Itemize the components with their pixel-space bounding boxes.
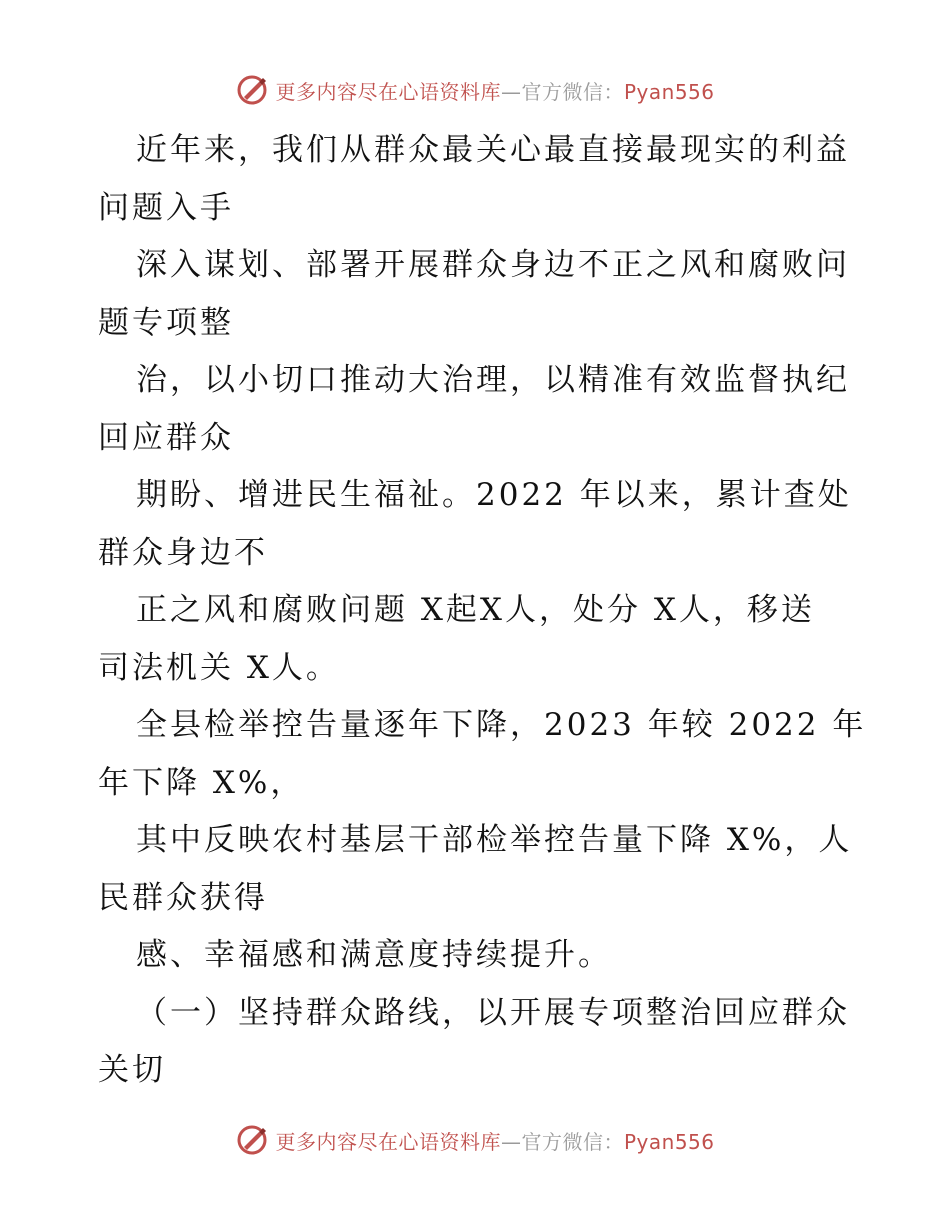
paragraph-line: 回应群众 bbox=[98, 419, 234, 456]
pen-logo-icon bbox=[235, 73, 269, 107]
paragraph-line: 其中反映农村基层干部检举控告量下降 X%，人 bbox=[136, 822, 853, 858]
header-banner-wechat-id: Pyan556 bbox=[623, 79, 715, 104]
paragraph-line: 关切 bbox=[98, 1052, 166, 1088]
paragraph-line: 治，以小切口推动大治理，以精准有效监督执纪 bbox=[136, 362, 850, 398]
paragraph-line: 民群众获得 bbox=[98, 879, 268, 916]
paragraph-line: 题专项整 bbox=[98, 304, 234, 341]
header-banner-wechat-label: 官方微信： bbox=[521, 79, 624, 104]
footer-banner bbox=[0, 1120, 950, 1160]
paragraph-line: 期盼、增进民生福祉。2022 年以来，累计查处 bbox=[136, 477, 852, 513]
paragraph-line: 全县检举控告量逐年下降，2023 年较 2022 年 bbox=[136, 707, 867, 743]
footer-banner-dash: — bbox=[500, 1129, 522, 1154]
paragraph-line: 年下降 X%， bbox=[98, 764, 305, 801]
paragraph-line: 感、幸福感和满意度持续提升。 bbox=[136, 937, 612, 973]
document-body bbox=[98, 122, 867, 1100]
footer-banner-wechat-label: 官方微信： bbox=[521, 1129, 624, 1154]
paragraph-line: 群众身边不 bbox=[98, 534, 268, 571]
footer-banner-wechat-id: Pyan556 bbox=[623, 1129, 715, 1154]
paragraph-line: 问题入手 bbox=[98, 189, 234, 226]
paragraph-line: 近年来，我们从群众最关心最直接最现实的利益 bbox=[136, 132, 850, 168]
paragraph-line: 正之风和腐败问题 X起X人，处分 X人，移送 bbox=[136, 592, 815, 628]
pen-logo-icon bbox=[235, 1123, 269, 1157]
paragraph-line: 深入谋划、部署开展群众身边不正之风和腐败问 bbox=[136, 247, 850, 283]
header-banner bbox=[0, 70, 950, 110]
header-banner-dash: — bbox=[500, 79, 522, 104]
footer-banner-main: 更多内容尽在心语资料库 bbox=[275, 1129, 501, 1154]
header-banner-text bbox=[275, 76, 714, 105]
header-banner-main: 更多内容尽在心语资料库 bbox=[275, 79, 501, 104]
footer-banner-text bbox=[275, 1126, 714, 1155]
paragraph-line: 司法机关 X人。 bbox=[98, 649, 340, 686]
section-heading: （一）坚持群众路线，以开展专项整治回应群众 bbox=[136, 994, 850, 1031]
